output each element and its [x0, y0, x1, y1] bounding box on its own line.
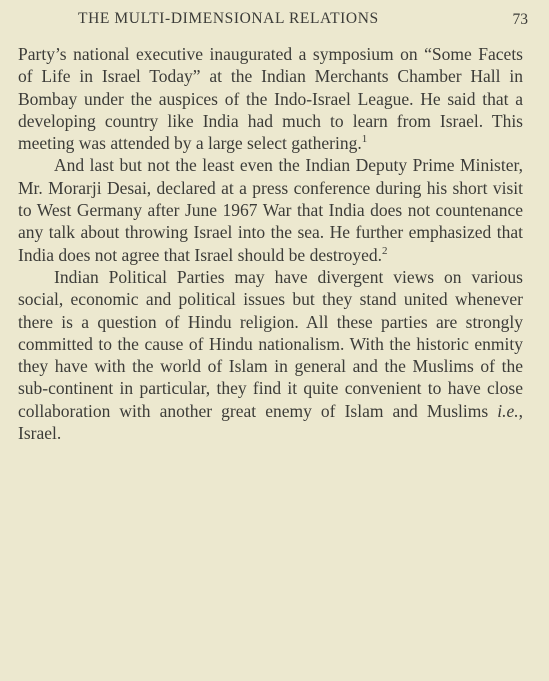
paragraph-3-end: , Israel.	[18, 400, 523, 444]
paragraph-3-italic: i.e.	[497, 400, 519, 421]
paragraph-1-text: Party’s national executive inaugurated a symposium on “Some Facets of Life in Israel Today” at the Indian Merchants Chamber Hall in Bombay under the auspices of the Indo-Israel League. He said that a developing country like India had much to learn from Israel. This meeting was attended by a large select gathering.	[18, 44, 523, 154]
paragraph-1	[18, 43, 523, 154]
body-text	[18, 43, 523, 444]
running-title: THE MULTI-DIMENSIONAL RELATIONS	[78, 10, 379, 27]
footnote-marker-1: 1	[361, 133, 368, 146]
page-number: 73	[512, 11, 528, 28]
footnote-marker-2: 2	[381, 244, 388, 257]
paragraph-2-text: And last but not the least even the Indian Deputy Prime Minister, Mr. Morarji Desai, declared at a press conference during his short visit to West Germany after June 1967 War that India does not countenance any talk about throwing Israel into the sea. He further emphasized that India does not agree that Israel should be destroyed.	[18, 155, 523, 265]
paragraph-3	[18, 266, 523, 444]
paragraph-3-text: Indian Political Parties may have divergent views on various social, economic and political issues but they stand united whenever there is a question of Hindu religion. All these parties are strongly committed to the cause of Hindu nationalism. With the historic enmity they have with the world of Islam in general and the Muslims of the sub-continent in particular, they find it quite convenient to have close collaboration with another great enemy of Islam and Muslims	[18, 266, 523, 421]
page-header	[78, 10, 528, 34]
paragraph-2	[18, 154, 523, 265]
